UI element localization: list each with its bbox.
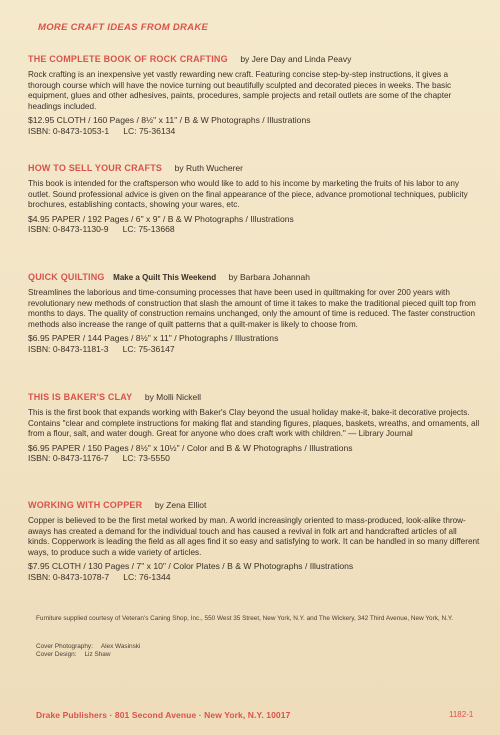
book-price: $6.95 PAPER / 150 Pages / 8½" x 10½" / Color and B & W Photographs / Illustrations [28, 442, 353, 453]
book-entry [28, 163, 480, 235]
book-description: This is the first book that expands working with Baker's Clay beyond the usual holiday make-it, bake-it decorative projects. Contains "clear and complete instructions for making flat and standing figures, plaques, baskets, wreaths, and ornaments, all from a flour, salt, and water dough. Great for anyone who does craft work with children." — Library Journal [28, 408, 480, 439]
book-isbn: ISBN: 0-8473-1176-7 [28, 453, 109, 464]
furniture-credits: Furniture supplied courtesy of Veteran's Caning Shop, Inc., 550 West 35 Street, New York, N.Y. and The Wickery, 342 Third Avenue, New York, N.Y. [36, 615, 454, 622]
book-isbn: ISBN: 0-8473-1181-3 [28, 343, 109, 354]
book-description: Streamlines the laborious and time-consuming processes that have been used in quiltmaking for over 200 years with revolutionary new methods of construction that slash the amount of time it takes to make the traditional pieced quilt top from months to days. The quality of construction remains unchanged, only the amount of time is reduced. The faster construction methods also increase the range of quilt patterns that a quilt-maker is likely to choose from. [28, 288, 476, 329]
book-isbn: ISBN: 0-8473-1053-1 [28, 125, 110, 136]
book-lc: LC: 75-36147 [122, 343, 175, 354]
book-title-line [28, 54, 480, 64]
book-author: by Zena Elliot [154, 500, 207, 510]
book-description: Rock crafting is an inexpensive yet vastly rewarding new craft. Featuring concise step-by-step instructions, it gives a thorough course which will have the novice turning out beautifully sculpted and decorated pieces in weeks. The basic equipment, glues and other adhesives, paints, procedures, sample projects and retail outlets are some of the chapter headings included. [28, 70, 452, 111]
book-lc: LC: 75-36134 [123, 125, 176, 136]
book-entry [28, 272, 480, 354]
book-lc: LC: 73-5550 [122, 453, 170, 464]
book-isbn-line [28, 224, 480, 235]
book-isbn: ISBN: 0-8473-1130-9 [28, 224, 109, 235]
cover-design-value: Liz Shaw [84, 651, 111, 659]
book-price: $12.95 CLOTH / 160 Pages / 8½" x 11" / B & W Photographs / Illustrations [28, 115, 311, 126]
book-title-line [28, 163, 480, 173]
cover-credits [36, 643, 140, 660]
book-title-line [28, 500, 480, 510]
book-description: Copper is believed to be the first metal worked by man. A world increasingly oriented to mass-produced, look-alike throw-aways has created a demand for the individual touch and has caused a revival in folk art and handcrafted articles of all kinds. Copperwork is leading the field as all ages find it so easy and satisfying to work. It can be handled in so many different ways, to produce such a wide variety of articles. [28, 516, 480, 557]
book-author: by Ruth Wucherer [174, 163, 243, 173]
cover-design-line [36, 651, 140, 659]
book-author: by Molli Nickell [144, 392, 202, 402]
cover-photography-value: Alex Wasinski [100, 643, 141, 650]
book-entry [28, 392, 480, 464]
book-title: THE COMPLETE BOOK OF ROCK CRAFTING [28, 54, 228, 64]
page-header: MORE CRAFT IDEAS FROM DRAKE [38, 22, 209, 33]
book-description: This book is intended for the craftsperson who would like to add to his income by marketing the fruits of his labor to any outlet. Sound professional advice is given on the final appearance of the piece, advance promotional techniques, publicity brochures, establishing contacts, showing your wares, etc. [28, 179, 468, 210]
book-price: $7.95 CLOTH / 130 Pages / 7" x 10" / Color Plates / B & W Photographs / Illustrations [28, 561, 354, 572]
book-lc: LC: 75-13668 [122, 224, 175, 235]
cover-design-label: Cover Design: [36, 651, 77, 659]
book-author: by Barbara Johannah [228, 272, 310, 282]
publisher-address: Drake Publishers · 801 Second Avenue · New York, N.Y. 10017 [36, 710, 291, 720]
book-isbn-line [28, 572, 480, 583]
book-lc: LC: 76-1344 [123, 571, 171, 582]
book-title: THIS IS BAKER'S CLAY [28, 392, 133, 402]
book-subtitle: Make a Quilt This Weekend [113, 273, 217, 282]
book-price: $6.95 PAPER / 144 Pages / 8½" x 11" / Photographs / Illustrations [28, 333, 279, 344]
book-isbn-line [28, 126, 480, 137]
book-title: QUICK QUILTING [28, 272, 105, 282]
book-entry [28, 500, 480, 582]
cover-photography-line [36, 643, 140, 651]
book-entry [28, 54, 480, 136]
cover-photography-label: Cover Photography: [36, 643, 93, 650]
book-title: WORKING WITH COPPER [28, 500, 143, 510]
book-author: by Jere Day and Linda Peavy [240, 54, 352, 64]
book-isbn: ISBN: 0-8473-1078-7 [28, 571, 110, 582]
book-price: $4.95 PAPER / 192 Pages / 6" x 9" / B & W Photographs / Illustrations [28, 213, 294, 224]
book-title-line [28, 272, 480, 282]
book-title: HOW TO SELL YOUR CRAFTS [28, 163, 163, 173]
book-isbn-line [28, 453, 480, 464]
book-title-line [28, 392, 480, 402]
catalog-code: 1182-1 [449, 710, 474, 719]
book-isbn-line [28, 344, 480, 355]
